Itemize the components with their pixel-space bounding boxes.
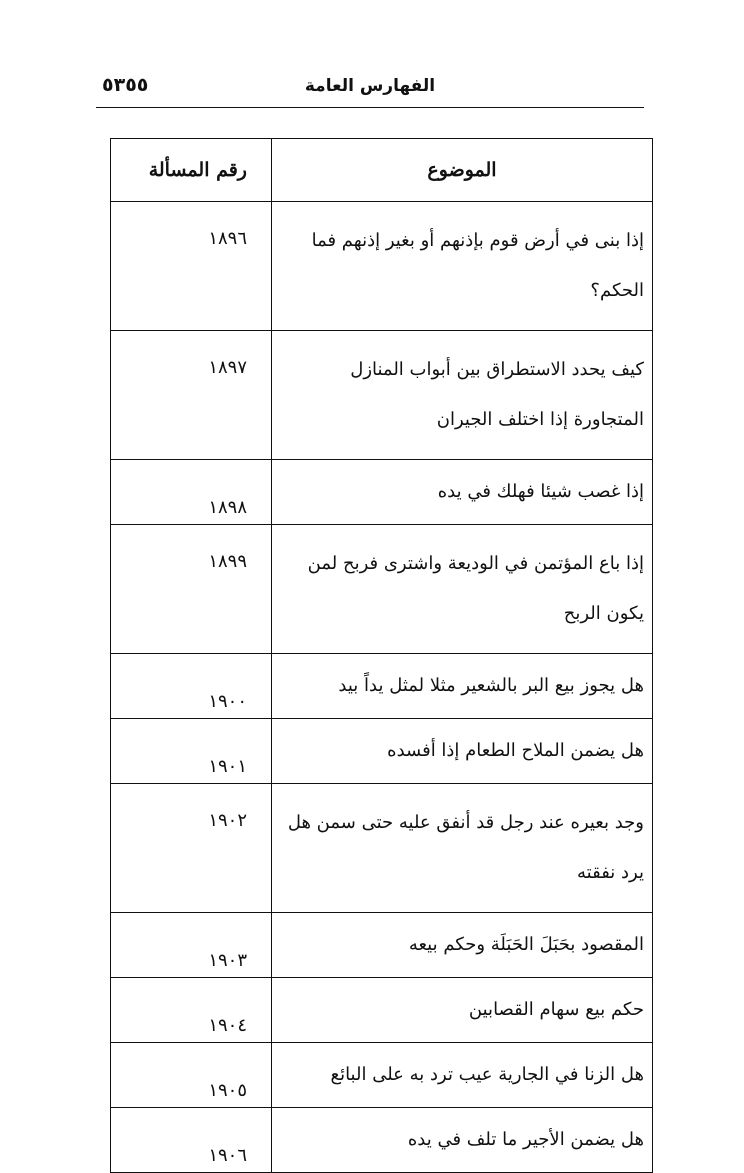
question-number-cell: ١٨٩٩ bbox=[111, 525, 272, 654]
question-number-cell: ١٩٠٣ bbox=[111, 913, 272, 978]
table-row bbox=[111, 784, 653, 913]
topic-cell: حكم بيع سهام القصابين bbox=[272, 978, 653, 1043]
table-row bbox=[111, 719, 653, 784]
question-number-cell: ١٨٩٧ bbox=[111, 331, 272, 460]
table-row bbox=[111, 654, 653, 719]
table-row bbox=[111, 1108, 653, 1173]
topic-cell: كيف يحدد الاستطراق بين أبواب المنازل المتجاورة إذا اختلف الجيران bbox=[272, 331, 653, 460]
question-number-cell: ١٩٠٢ bbox=[111, 784, 272, 913]
index-table bbox=[110, 138, 653, 1173]
topic-cell: إذا غصب شيئا فهلك في يده bbox=[272, 460, 653, 525]
running-title: الفهارس العامة bbox=[304, 76, 436, 96]
question-number-cell: ١٩٠٠ bbox=[111, 654, 272, 719]
column-header-number: رقم المسألة bbox=[111, 139, 272, 202]
topic-cell: هل الزنا في الجارية عيب ترد به على البائع bbox=[272, 1043, 653, 1108]
column-header-topic: الموضوع bbox=[272, 139, 653, 202]
page-header bbox=[96, 72, 644, 108]
table-row bbox=[111, 331, 653, 460]
question-number-cell: ١٩٠١ bbox=[111, 719, 272, 784]
topic-cell: المقصود بحَبَلَ الحَبَلَة وحكم بيعه bbox=[272, 913, 653, 978]
table-row bbox=[111, 1043, 653, 1108]
topic-cell: هل يضمن الملاح الطعام إذا أفسده bbox=[272, 719, 653, 784]
table-row bbox=[111, 978, 653, 1043]
table-row bbox=[111, 525, 653, 654]
page-number: ٥٣٥٥ bbox=[102, 74, 149, 96]
question-number-cell: ١٩٠٤ bbox=[111, 978, 272, 1043]
topic-cell: هل يجوز بيع البر بالشعير مثلا لمثل يداً بيد bbox=[272, 654, 653, 719]
question-number-cell: ١٩٠٥ bbox=[111, 1043, 272, 1108]
table-row bbox=[111, 913, 653, 978]
topic-cell: هل يضمن الأجير ما تلف في يده bbox=[272, 1108, 653, 1173]
question-number-cell: ١٨٩٨ bbox=[111, 460, 272, 525]
question-number-cell: ١٨٩٦ bbox=[111, 202, 272, 331]
header-rule bbox=[96, 107, 644, 108]
table-row bbox=[111, 460, 653, 525]
topic-cell: إذا بنى في أرض قوم بإذنهم أو بغير إذنهم فما الحكم؟ bbox=[272, 202, 653, 331]
table-header-row bbox=[111, 139, 653, 202]
table-body bbox=[111, 202, 653, 1173]
topic-cell: إذا باع المؤتمن في الوديعة واشترى فربح لمن يكون الربح bbox=[272, 525, 653, 654]
topic-cell: وجد بعيره عند رجل قد أنفق عليه حتى سمن هل يرد نفقته bbox=[272, 784, 653, 913]
question-number-cell: ١٩٠٦ bbox=[111, 1108, 272, 1173]
table-row bbox=[111, 202, 653, 331]
